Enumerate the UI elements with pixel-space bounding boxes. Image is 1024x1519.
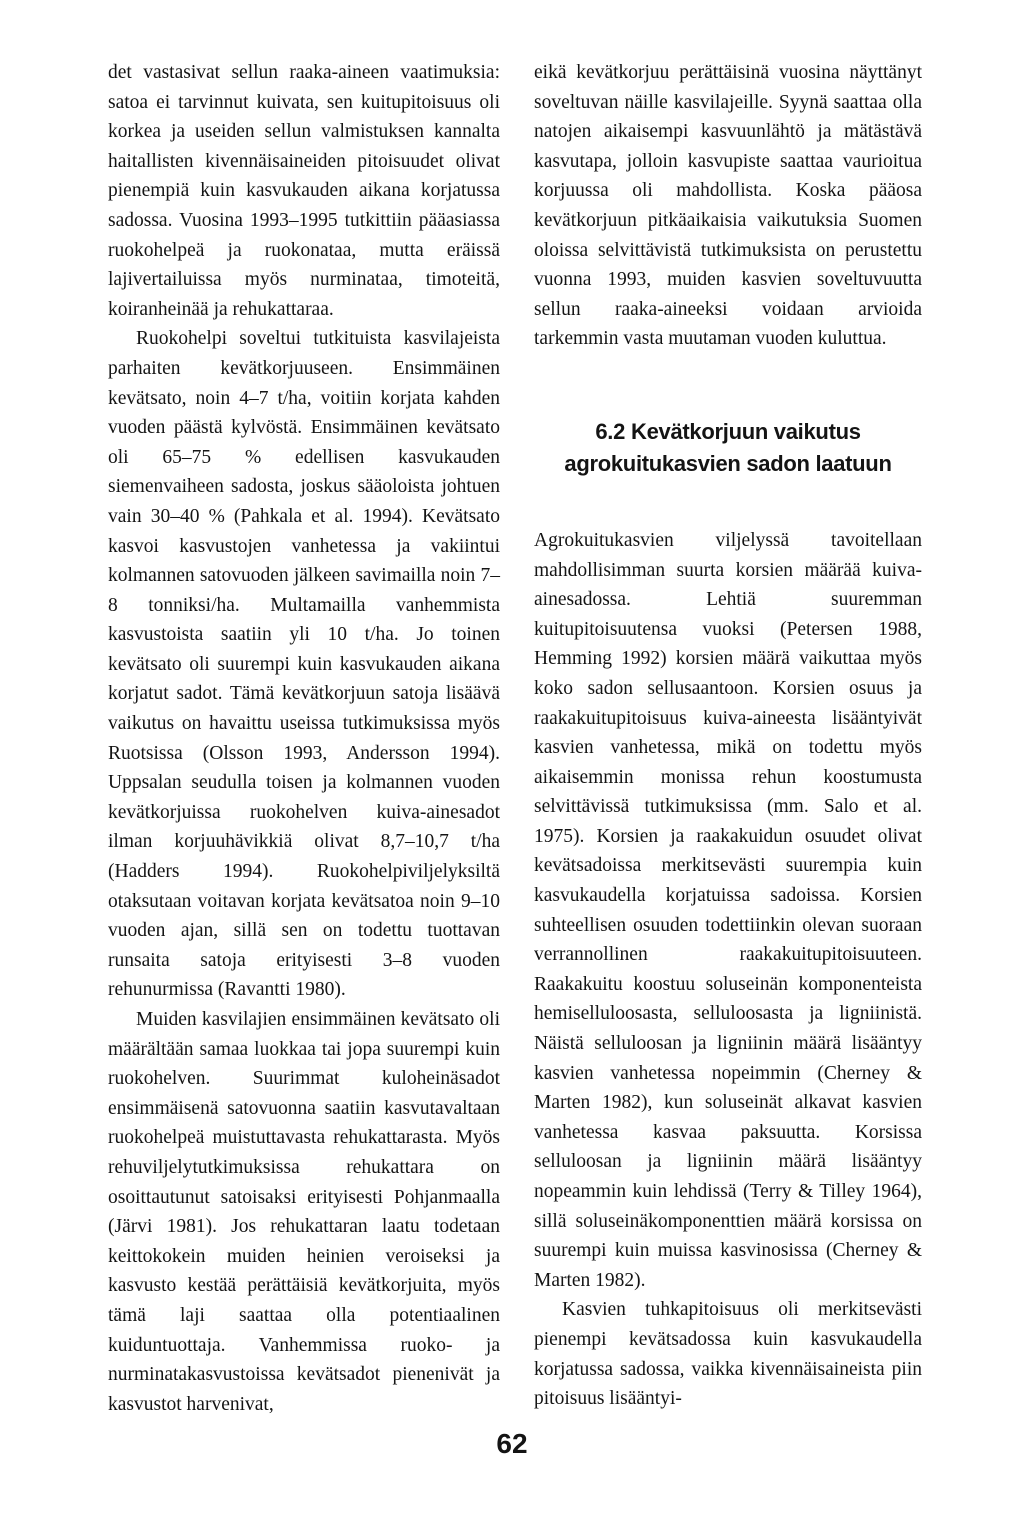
left-column: [108, 58, 500, 1419]
section-heading: [534, 416, 922, 480]
left-paragraph-3: Muiden kasvilajien ensimmäinen kevätsato oli määrältään samaa luokkaa tai jopa suurempi kuin ruokohelven. Suurimmat kuloheinäsadot ensimmäisenä satovuonna saatiin kasvutavaltaan ruokohelpeä muistuttavasta rehukattarasta. Myös rehuviljelytutkimuksissa rehukattara on osoittautunut satoisaksi erityisesti Pohjanmaalla (Järvi 1981). Jos rehukattaran laatu todetaan keittokokein muiden heinien veroiseksi ja kasvusto kestää perättäisiä kevätkorjuita, myös tämä laji saattaa olla potentiaalinen kuiduntuottaja. Vanhemmissa ruoko- ja nurminatakasvustoissa kevätsadot pienenivät ja kasvustot harvenivat,: [108, 1009, 500, 1415]
left-paragraph-1: det vastasivat sellun raaka-aineen vaatimuksia: satoa ei tarvinnut kuivata, sen kuitupitoisuus oli korkea ja useiden sellun valmistuksen kannalta haitallisten kivennäisaineiden pitoisuudet olivat pienempiä kuin kasvukauden aikana korjatussa sadossa. Vuosina 1993–1995 tutkittiin pääasiassa ruokohelpeä ja ruokonataa, mutta eräissä lajivertailuissa myös nurminataa, timoteitä, koiranheinää ja rehukattaraa.: [108, 62, 500, 320]
section-title-part-1: Kevätkorjuun vaikutus: [631, 418, 861, 444]
section-heading-line-1: [534, 416, 922, 448]
page-number: 62: [496, 1428, 528, 1459]
section-heading-line-2: agrokuitukasvien sadon laatuun: [564, 450, 892, 476]
right-column: [534, 58, 922, 1414]
left-paragraph-2: Ruokohelpi soveltui tutkituista kasvilajeista parhaiten kevätkorjuuseen. Ensimmäinen kevätsato, noin 4–7 t/ha, voitiin korjata kahden vuoden päästä kylvöstä. Ensimmäinen kevätsato oli 65–75 % edellisen kasvukauden siemenvaiheen sadosta, joskus sääoloista johtuen vain 30–40 % (Pahkala et al. 1994). Kevätsato kasvoi kasvustojen vanhetessa ja vakiintui kolmannen satovuoden jälkeen savimailla noin 7–8 tonniksi/ha. Multamailla vanhemmista kasvustoista saatiin yli 10 t/ha. Jo toinen kevätsato oli suurempi kuin kasvukauden aikana korjatut sadot. Tämä kevätkorjuun satoja lisäävä vaikutus on havaittu useissa tutkimuksissa myös Ruotsissa (Olsson 1993, Andersson 1994). Uppsalan seudulla toisen ja kolmannen vuoden kevätkorjuissa ruokohelven kuiva-ainesadot ilman korjuuhävikkiä olivat 8,7–10,7 t/ha (Hadders 1994). Ruokohelpiviljelyksiltä otaksutaan voitavan korjata kevätsatoa noin 9–10 vuoden ajan, sillä sen on todettu tuottavan runsaita satoja erityisesti 3–8 vuoden rehunurmissa (Ravantti 1980).: [108, 328, 500, 1001]
right-paragraph-1: eikä kevätkorjuu perättäisinä vuosina näyttänyt soveltuvan näille kasvilajeille. Syynä saattaa olla natojen aikaisempi kasvuunlähtö ja mätästävä kasvutapa, jolloin kasvupiste saattaa vaurioitua korjuussa oli mahdollista. Koska pääosa kevätkorjuun pitkäaikaisia vaikutuksia Suomen oloissa selvittävistä tutkimuksista on perustettu vuonna 1993, muiden kasvien soveltuvuutta sellun raaka-aineeksi voidaan arvioida tarkemmin vasta muutaman vuoden kuluttua.: [534, 62, 922, 350]
right-paragraph-2: Agrokuitukasvien viljelyssä tavoitellaan mahdollisimman suurta korsien määrää kuiva-ainesadossa. Lehtiä suuremman kuitupitoisuutensa vuoksi (Petersen 1988, Hemming 1992) korsien määrä vaikuttaa myös koko sadon sellusaantoon. Korsien osuus ja raakakuitupitoisuus kuiva-aineesta lisääntyivät kasvien vanhetessa, mikä on todettu myös aikaisemmin monissa rehun koostumusta selvittävissä tutkimuksissa (mm. Salo et al. 1975). Korsien ja raakakuidun osuudet olivat kevätsadoissa merkitsevästi suurempia kuin kasvukaudella korjatuissa sadoissa. Korsien suhteellisen osuuden todettiinkin olevan suoraan verrannollinen raakakuitupitoisuuteen. Raakakuitu koostuu soluseinän komponenteista hemiselluloosasta, selluloosasta ja ligniinistä. Näistä selluloosan ja ligniinin määrä lisääntyy kasvien vanhetessa nopeimmin (Cherney & Marten 1982), kun soluseinät alkavat kasvien vanhetessa kasvaa paksuutta. Korsissa selluloosan ja ligniinin määrä lisääntyy nopeammin kuin lehdissä (Terry & Tilley 1964), sillä soluseinäkomponenttien määrä korsissa on suurempi kuin muissa kasvinosissa (Cherney & Marten 1982).: [534, 529, 922, 1291]
right-paragraph-3: Kasvien tuhkapitoisuus oli merkitsevästi pienempi kevätsadossa kuin kasvukaudella korjatussa sadossa, vaikka kivennäisaineista piin pitoisuus lisääntyi-: [534, 1299, 922, 1410]
section-number: 6.2: [595, 418, 626, 444]
